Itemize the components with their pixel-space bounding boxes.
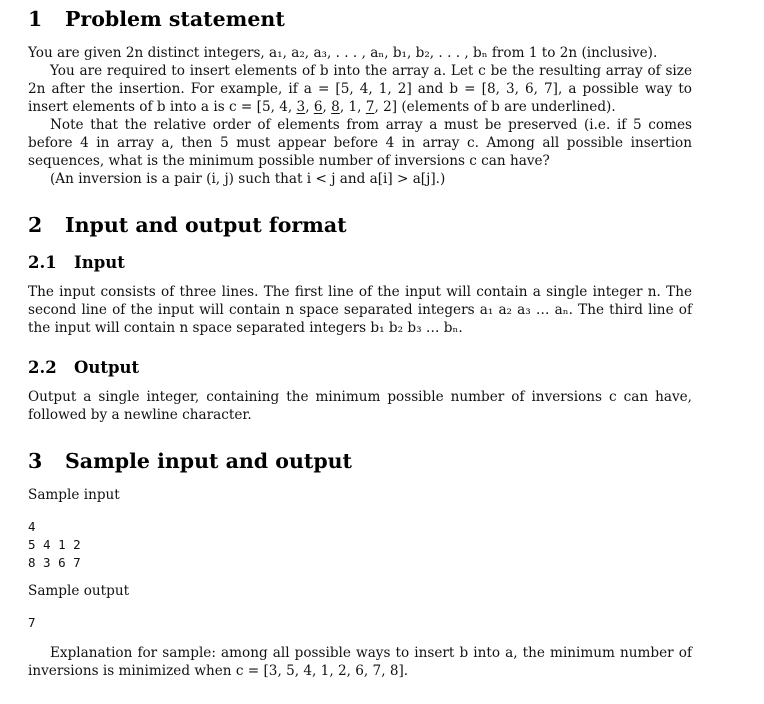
subsection-title: Input <box>74 253 125 272</box>
c-example-8: 8 <box>331 99 340 115</box>
subsection-heading-output <box>28 358 692 377</box>
problem-paragraph-1: You are given 2n distinct integers, a₁, a₂, a₃, . . . , aₙ, b₁, b₂, . . . , bₙ from 1 to 2n (inclusive). <box>28 45 658 61</box>
c-example-1: 1 <box>348 99 358 115</box>
sample-explanation: Explanation for sample: among all possible ways to insert b into a, the minimum number of inversions is minimized when c = [3, 5, 4, 1, 2, 6, 7, 8]. <box>28 645 692 679</box>
problem-paragraph-2: You are required to insert elements of b into the array a. Let c be the resulting array of size 2n after the insertion. For example, if a = [5, 4, 1, 2] and b = [8, 3, 6, 7], a possible way to insert elements of b into a is c = [5, 4, 3, 6, 8, 1, 7, 2] (elements of b are underlined). <box>28 63 692 115</box>
section-number: 2 <box>28 213 43 237</box>
subsection-title: Output <box>74 358 140 377</box>
inversion-definition: (An inversion is a pair (i, j) such that i < j and a[i] > a[j].) <box>50 171 446 187</box>
section-title: Sample input and output <box>65 449 353 473</box>
c-example-6: 6 <box>313 99 323 115</box>
sample-input-label: Sample input <box>28 487 120 503</box>
subsection-number: 2.1 <box>28 253 57 272</box>
c-example-7: 7 <box>365 99 375 115</box>
input-format-paragraph: The input consists of three lines. The first line of the input will contain a single integer n. The second line of the input will contain n space separated integers a₁ a₂ a₃ … aₙ. The third line of the input will contain n space separated integers b₁ b₂ b₃ … bₙ. <box>28 284 692 336</box>
output-format-paragraph: Output a single integer, containing the minimum possible number of inversions c can have, followed by a newline character. <box>28 389 692 423</box>
sample-output-label: Sample output <box>28 583 130 599</box>
section-title: Problem statement <box>65 7 285 31</box>
sample-output-value: 7 <box>28 615 36 630</box>
sample-input-block: 4 5 4 1 2 8 3 6 7 <box>28 519 81 570</box>
section-number: 1 <box>28 7 43 31</box>
section-heading-problem <box>28 7 692 31</box>
section-title: Input and output format <box>65 213 347 237</box>
section-heading-format <box>28 213 692 237</box>
c-example-3: 3 <box>296 99 306 115</box>
subsection-number: 2.2 <box>28 358 57 377</box>
problem-paragraph-3: Note that the relative order of elements from array a must be preserved (i.e. if 5 comes before 4 in array a, then 5 must appear before 4 in array c. Among all possible insertion sequences, what is the minimum possible number of inversions c can have? <box>28 117 692 169</box>
subsection-heading-input <box>28 253 692 272</box>
problem-p2-end: ] (elements of b are underlined). <box>391 99 616 115</box>
section-number: 3 <box>28 449 43 473</box>
problem-p2-start: You are required to insert elements of b into the array a. Let c be the resulting array of size 2n after the insertion. For example, if a = [5, 4, 1, 2] and b = [8, 3, 6, 7], a possible way to insert elements of b into a is c = [5, 4, <box>28 63 692 115</box>
c-example-2: 2 <box>383 99 392 115</box>
section-heading-sample <box>28 449 692 473</box>
